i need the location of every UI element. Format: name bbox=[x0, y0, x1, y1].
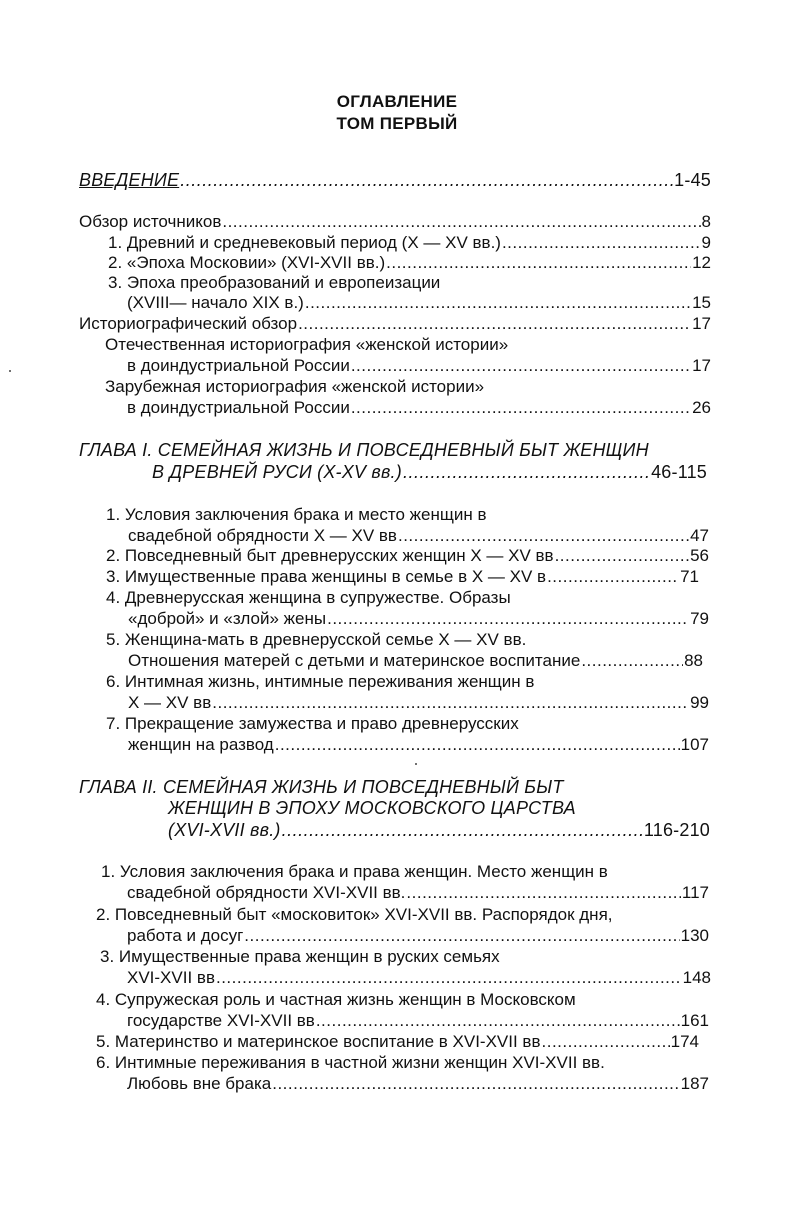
leader-dots bbox=[244, 926, 679, 946]
toc-page-number: 9 bbox=[701, 233, 711, 252]
toc-entry[interactable] bbox=[127, 293, 711, 313]
leader-dots bbox=[547, 567, 679, 587]
toc-page-number: 15 bbox=[692, 293, 711, 312]
scan-speck bbox=[9, 370, 11, 372]
toc-entry[interactable] bbox=[127, 356, 711, 376]
toc-entry-label: 3. Эпоха преобразований и европеизации bbox=[108, 273, 441, 292]
leader-dots bbox=[327, 609, 689, 629]
toc-entry-continuation: X — XV вв bbox=[128, 693, 212, 712]
toc-entry-label: 1. Условия заключения брака и место женщин в bbox=[106, 505, 487, 524]
leader-dots bbox=[386, 253, 691, 273]
toc-entry-continuation: Отношения матерей с детьми и материнское воспитание bbox=[128, 651, 581, 670]
toc-page-number: 17 bbox=[692, 314, 711, 333]
toc-entry-historiography[interactable] bbox=[79, 314, 711, 334]
toc-entry[interactable] bbox=[127, 1011, 709, 1031]
toc-entry-continuation: государстве XVI-XVII вв bbox=[127, 1011, 315, 1030]
toc-entry[interactable] bbox=[108, 253, 711, 273]
toc-entry[interactable] bbox=[128, 735, 709, 755]
toc-page-number: 56 bbox=[690, 546, 709, 565]
toc-entry-continuation: женщин на развод bbox=[128, 735, 274, 754]
leader-dots bbox=[305, 293, 691, 313]
toc-page-number: 8 bbox=[701, 212, 711, 231]
toc-entry-label: Историографический обзор bbox=[79, 314, 298, 333]
toc-page-number: 99 bbox=[690, 693, 709, 712]
toc-entry-continuation: (XVIII— начало XIX в.) bbox=[127, 293, 304, 312]
toc-page-number: 47 bbox=[690, 526, 709, 545]
leader-dots bbox=[222, 212, 700, 232]
toc-page-number: 117 bbox=[681, 883, 709, 902]
toc-page-number: 79 bbox=[690, 609, 709, 628]
toc-entry-chapter-2[interactable] bbox=[168, 820, 710, 840]
toc-entry-label: 2. Повседневный быт «московиток» XVI-XVII вв. Распорядок дня, bbox=[96, 905, 613, 924]
toc-entry-label: 1. Условия заключения брака и права женщин. Место женщин в bbox=[101, 862, 608, 881]
toc-entry-label: ВВЕДЕНИЕ bbox=[79, 170, 180, 190]
toc-entry-chapter-1[interactable] bbox=[152, 462, 707, 482]
leader-dots bbox=[351, 398, 691, 418]
leader-dots bbox=[272, 1074, 679, 1094]
toc-entry-continuation: «доброй» и «злой» жены bbox=[128, 609, 327, 628]
toc-entry[interactable] bbox=[127, 926, 709, 946]
toc-entry-label: 2. «Эпоха Московии» (XVI-XVII вв.) bbox=[108, 253, 386, 272]
page-title: ОГЛАВЛЕНИЕ bbox=[336, 92, 458, 111]
toc-entry-label: 6. Интимная жизнь, интимные переживания женщин в bbox=[106, 672, 535, 691]
toc-entry-continuation: в доиндустриальной России bbox=[127, 356, 350, 375]
toc-entry[interactable] bbox=[106, 567, 699, 587]
toc-entry[interactable] bbox=[127, 968, 711, 988]
toc-entry-continuation: работа и досуг bbox=[127, 926, 244, 945]
toc-entry[interactable] bbox=[106, 546, 709, 566]
leader-dots bbox=[406, 883, 680, 903]
toc-page-number: 174 bbox=[670, 1032, 699, 1051]
toc-entry[interactable] bbox=[108, 233, 711, 253]
toc-entry-label: Зарубежная историография «женской истории» bbox=[105, 377, 485, 396]
chapter-1-heading: ГЛАВА I. СЕМЕЙНАЯ ЖИЗНЬ И ПОВСЕДНЕВНЫЙ БЫТ ЖЕНЩИН bbox=[79, 440, 649, 460]
toc-entry[interactable] bbox=[128, 526, 709, 546]
toc-entry-label: 4. Древнерусская женщина в супружестве. Образы bbox=[106, 588, 511, 607]
toc-page-number: 187 bbox=[680, 1074, 709, 1093]
toc-entry[interactable] bbox=[96, 1032, 699, 1052]
toc-entry-label: Отечественная историография «женской истории» bbox=[105, 335, 509, 354]
toc-page-number: 46-115 bbox=[651, 462, 707, 482]
toc-page-number: 148 bbox=[682, 968, 711, 987]
toc-entry-label: В ДРЕВНЕЙ РУСИ (X-XV вв.) bbox=[152, 462, 402, 482]
toc-page-number: 26 bbox=[692, 398, 711, 417]
leader-dots bbox=[351, 356, 691, 376]
toc-entry[interactable] bbox=[127, 1074, 709, 1094]
chapter-2-heading-cont: ЖЕНЩИН В ЭПОХУ МОСКОВСКОГО ЦАРСТВА bbox=[168, 798, 576, 818]
toc-page-number: 161 bbox=[680, 1011, 709, 1030]
toc-page-number: 12 bbox=[692, 253, 711, 272]
toc-entry[interactable] bbox=[127, 883, 709, 903]
toc-page-number: 130 bbox=[680, 926, 709, 945]
toc-entry-label: 3. Имущественные права женщины в семье в X — XV в bbox=[106, 567, 547, 586]
leader-dots bbox=[502, 233, 701, 253]
leader-dots bbox=[555, 546, 690, 566]
toc-page-number: 116-210 bbox=[643, 820, 710, 840]
leader-dots bbox=[403, 462, 650, 482]
toc-entry-sources[interactable] bbox=[79, 212, 711, 232]
toc-entry[interactable] bbox=[128, 609, 709, 629]
leader-dots bbox=[180, 170, 673, 190]
toc-entry[interactable] bbox=[127, 398, 711, 418]
toc-entry-label: 7. Прекращение замужества и право древнерусских bbox=[106, 714, 519, 733]
toc-entry-label: (XVI-XVII вв.) bbox=[168, 820, 281, 840]
toc-entry[interactable] bbox=[128, 651, 703, 671]
toc-page-number: 17 bbox=[692, 356, 711, 375]
toc-entry-continuation: свадебной обрядности XVI-XVII вв. bbox=[127, 883, 406, 902]
scan-speck bbox=[415, 763, 417, 765]
toc-entry-label: 6. Интимные переживания в частной жизни женщин XVI-XVII вв. bbox=[96, 1053, 605, 1072]
volume-subtitle: ТОМ ПЕРВЫЙ bbox=[336, 114, 458, 133]
toc-entry-continuation: Любовь вне брака bbox=[127, 1074, 272, 1093]
leader-dots bbox=[316, 1011, 680, 1031]
toc-entry-continuation: в доиндустриальной России bbox=[127, 398, 350, 417]
toc-page-number: 107 bbox=[680, 735, 709, 754]
toc-entry-label: 5. Материнство и материнское воспитание в XVI-XVII вв bbox=[96, 1032, 541, 1051]
toc-entry-label: 1. Древний и средневековый период (X — XV вв.) bbox=[108, 233, 501, 252]
leader-dots bbox=[212, 693, 689, 713]
toc-entry-intro[interactable] bbox=[79, 170, 711, 190]
toc-entry-label: Обзор источников bbox=[79, 212, 222, 231]
leader-dots bbox=[216, 968, 682, 988]
toc-page-number: 1-45 bbox=[674, 170, 711, 190]
toc-entry-label: 4. Супружеская роль и частная жизнь женщин в Московском bbox=[96, 990, 576, 1009]
toc-page-number: 71 bbox=[680, 567, 699, 586]
chapter-2-heading: ГЛАВА II. СЕМЕЙНАЯ ЖИЗНЬ И ПОВСЕДНЕВНЫЙ БЫТ bbox=[79, 777, 564, 797]
leader-dots bbox=[275, 735, 680, 755]
toc-entry-continuation: XVI-XVII вв bbox=[127, 968, 215, 987]
toc-entry-label: 3. Имущественные права женщин в руских семьях bbox=[100, 947, 500, 966]
leader-dots bbox=[398, 526, 689, 546]
toc-entry-label: 2. Повседневный быт древнерусских женщин X — XV вв bbox=[106, 546, 554, 565]
leader-dots bbox=[581, 651, 683, 671]
leader-dots bbox=[542, 1032, 670, 1052]
leader-dots bbox=[298, 314, 691, 334]
toc-entry-label: 5. Женщина-мать в древнерусской семье X — XV вв. bbox=[106, 630, 527, 649]
toc-page-number: 88 bbox=[684, 651, 703, 670]
toc-entry-continuation: свадебной обрядности X — XV вв bbox=[128, 526, 397, 545]
toc-entry[interactable] bbox=[128, 693, 709, 713]
leader-dots bbox=[282, 820, 643, 840]
